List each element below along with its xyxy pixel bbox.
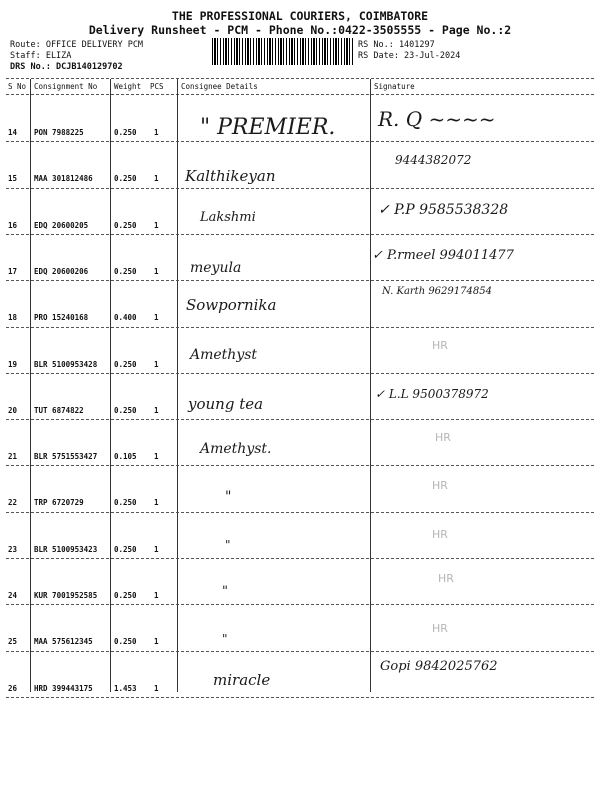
row-consignee-handwriting: Sowpornika xyxy=(186,296,277,315)
row-pcs: 1 xyxy=(154,359,159,369)
col-divider xyxy=(110,79,111,692)
row-weight: 0.250 xyxy=(114,128,137,137)
row-sno: 25 xyxy=(8,637,18,647)
row-weight: 0.250 xyxy=(114,498,137,508)
row-weight: 0.250 xyxy=(114,220,137,230)
row-signature: HR xyxy=(435,431,451,445)
row-divider xyxy=(6,651,594,652)
row-divider xyxy=(6,697,594,698)
row-divider xyxy=(6,188,594,189)
row-consignment-no: PON 7988225 xyxy=(34,128,84,137)
row-sno: 19 xyxy=(8,359,18,369)
col-divider xyxy=(370,79,371,692)
col-divider xyxy=(177,79,178,692)
row-weight: 0.250 xyxy=(114,544,137,554)
col-consignment: Consignment No xyxy=(34,82,98,91)
row-consignment-no: EDQ 20600205 xyxy=(34,220,89,230)
row-divider xyxy=(6,327,594,328)
col-weight: Weight xyxy=(114,82,142,91)
row-consignment-no: PRO 15240168 xyxy=(34,313,89,323)
row-sno: 16 xyxy=(8,220,18,230)
row-pcs: 1 xyxy=(154,498,159,508)
row-sno: 15 xyxy=(8,174,18,184)
runsheet-subtitle: Delivery Runsheet - PCM - Phone No.:0422-3505555 - Page No.:2 xyxy=(88,23,512,37)
row-signature: HR xyxy=(432,622,448,636)
row-pcs: 1 xyxy=(154,452,159,462)
row-signature: ✓ P.P 9585538328 xyxy=(378,201,509,218)
row-consignment-no: TRP 6720729 xyxy=(34,498,84,508)
row-sno: 18 xyxy=(8,313,18,323)
row-weight: 0.250 xyxy=(114,174,137,184)
row-divider xyxy=(6,512,594,513)
row-consignment-no: BLR 5100953423 xyxy=(34,544,98,554)
row-consignee-handwriting: young tea xyxy=(188,394,264,413)
row-signature: ✓ L.L 9500378972 xyxy=(375,386,489,401)
row-signature: Gopi 9842025762 xyxy=(380,658,498,674)
row-pcs: 1 xyxy=(154,591,159,600)
col-sno: S No xyxy=(8,82,27,91)
row-consignee-handwriting: " xyxy=(225,489,232,506)
row-pcs: 1 xyxy=(154,683,159,693)
row-consignee-handwriting: " xyxy=(222,584,228,599)
row-consignment-no: MAA 575612345 xyxy=(34,637,93,647)
row-signature: ✓ P.rmeel 994011477 xyxy=(372,247,514,263)
row-consignment-no: HRD 399443175 xyxy=(34,683,93,693)
col-consignee: Consignee Details xyxy=(181,82,258,91)
company-title: THE PROFESSIONAL COURIERS, COIMBATORE xyxy=(171,9,429,23)
row-consignee-handwriting: " xyxy=(225,537,231,552)
row-pcs: 1 xyxy=(154,405,159,415)
row-pcs: 1 xyxy=(154,637,159,647)
row-divider xyxy=(6,604,594,605)
drs-number: DRS No.: DCJB140129702 xyxy=(10,62,123,72)
row-divider xyxy=(6,280,594,281)
col-pcs: PCS xyxy=(150,82,164,91)
row-consignment-no: BLR 5100953428 xyxy=(34,359,98,369)
row-divider xyxy=(6,234,594,235)
row-signature: HR xyxy=(432,479,448,493)
row-signature: HR xyxy=(438,572,454,585)
row-consignee-handwriting: miracle xyxy=(213,670,271,689)
row-weight: 0.400 xyxy=(114,313,137,323)
row-divider xyxy=(6,141,594,142)
row-pcs: 1 xyxy=(154,266,159,276)
row-pcs: 1 xyxy=(154,220,159,230)
row-pcs: 1 xyxy=(154,544,159,554)
rs-number: RS No.: 1401297 xyxy=(358,40,435,50)
row-consignee-handwriting: meyula xyxy=(190,259,242,276)
row-consignee-handwriting: " xyxy=(222,632,228,647)
row-sno: 23 xyxy=(8,544,18,554)
row-weight: 0.250 xyxy=(114,359,137,369)
header-bottom-rule xyxy=(6,94,594,95)
row-pcs: 1 xyxy=(154,128,159,137)
row-divider xyxy=(6,373,594,374)
row-signature: R. Q ~~~~ xyxy=(378,107,496,131)
row-signature: HR xyxy=(432,527,448,541)
row-signature: 9444382072 xyxy=(395,153,472,168)
row-sno: 26 xyxy=(8,683,18,693)
row-consignment-no: BLR 5751553427 xyxy=(34,452,98,462)
row-sno: 22 xyxy=(8,498,18,508)
rs-date: RS Date: 23-Jul-2024 xyxy=(358,51,461,61)
staff-label: Staff: ELIZA xyxy=(10,51,72,61)
row-divider xyxy=(6,558,594,559)
row-pcs: 1 xyxy=(154,174,159,184)
row-consignee-handwriting: " PREMIER. xyxy=(200,115,336,140)
row-weight: 0.105 xyxy=(114,452,137,462)
row-consignee-handwriting: Kalthikeyan xyxy=(185,167,276,186)
row-consignee-handwriting: Amethyst xyxy=(190,346,258,363)
row-divider xyxy=(6,465,594,466)
row-sno: 21 xyxy=(8,452,18,462)
row-consignment-no: TUT 6874822 xyxy=(34,405,84,415)
row-consignment-no: EDQ 20600206 xyxy=(34,266,89,276)
row-weight: 1.453 xyxy=(114,683,137,693)
row-consignee-handwriting: Lakshmi xyxy=(200,209,256,225)
barcode xyxy=(212,38,354,65)
col-divider xyxy=(30,79,31,692)
row-consignee-handwriting: Amethyst. xyxy=(200,441,272,458)
row-weight: 0.250 xyxy=(114,405,137,415)
row-weight: 0.250 xyxy=(114,266,137,276)
row-weight: 0.250 xyxy=(114,591,137,600)
row-signature: HR xyxy=(432,338,448,352)
row-consignment-no: MAA 301812486 xyxy=(34,174,93,184)
row-sno: 14 xyxy=(8,128,18,137)
row-signature: N. Karth 9629174854 xyxy=(382,286,492,298)
row-pcs: 1 xyxy=(154,313,159,323)
row-sno: 20 xyxy=(8,405,18,415)
row-weight: 0.250 xyxy=(114,637,137,647)
row-consignment-no: KUR 7001952585 xyxy=(34,591,98,600)
row-divider xyxy=(6,419,594,420)
row-sno: 17 xyxy=(8,266,18,276)
route-label: Route: OFFICE DELIVERY PCM xyxy=(10,40,144,50)
col-signature: Signature xyxy=(374,82,415,91)
table-top-rule xyxy=(6,78,594,79)
row-sno: 24 xyxy=(8,591,18,600)
